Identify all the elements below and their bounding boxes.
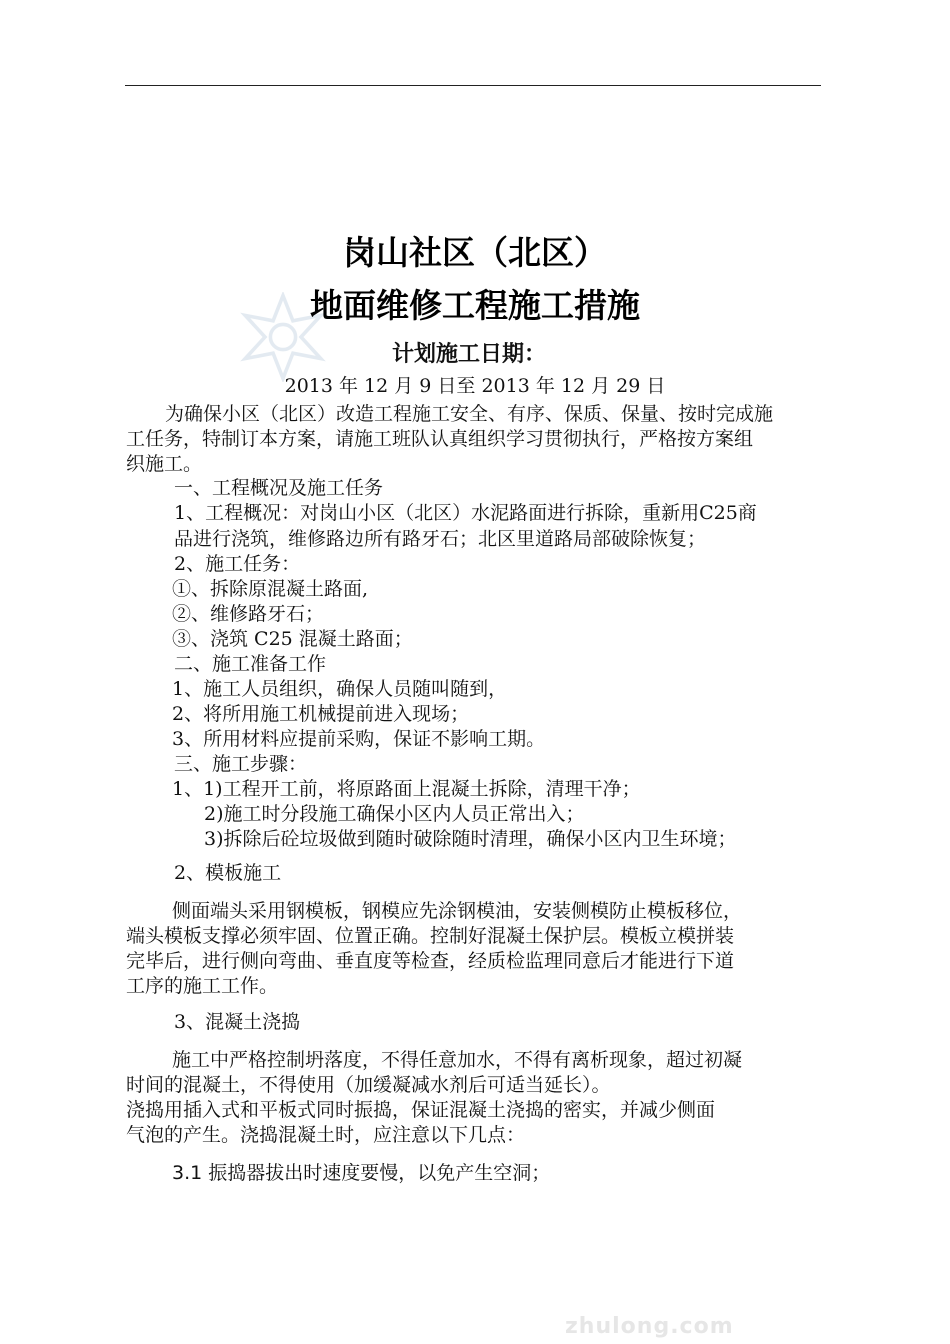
- prep-item: 2、将所用施工机械提前进入现场；: [172, 703, 470, 725]
- footer-watermark: zhulong.com: [565, 1314, 734, 1339]
- concrete-paragraph-line: 气泡的产生。浇捣混凝土时，应注意以下几点：: [126, 1124, 526, 1146]
- tasks-heading: 2、施工任务：: [174, 553, 301, 575]
- step-item: 3)拆除后砼垃圾做到随时破除随时清理，确保小区内卫生环境；: [204, 828, 737, 850]
- concrete-paragraph-line: 时间的混凝土，不得使用（加缓凝减水剂后可适当延长）。: [126, 1074, 611, 1096]
- task-item: ①、拆除原混凝土路面,: [172, 578, 369, 600]
- section-1-heading: 一、工程概况及施工任务: [174, 477, 384, 499]
- section-3-heading: 三、施工步骤：: [174, 753, 308, 775]
- date-range: 2013 年 12 月 9 日至 2013 年 12 月 29 日: [284, 375, 666, 397]
- formwork-heading: 2、模板施工: [174, 862, 282, 884]
- step-item: 1、1)工程开工前，将原路面上混凝土拆除，清理干净；: [172, 778, 641, 800]
- document-title-line2: 地面维修工程施工措施: [310, 286, 640, 325]
- point-number: 3.1: [172, 1162, 203, 1184]
- prep-item: 3、所用材料应提前采购，保证不影响工期。: [172, 728, 546, 750]
- formwork-paragraph-line: 完毕后，进行侧向弯曲、垂直度等检查，经质检监理同意后才能进行下道: [126, 950, 735, 972]
- prep-item: 1、施工人员组织，确保人员随叫随到，: [172, 678, 508, 700]
- point-text: 振捣器拔出时速度要慢，以免产生空洞；: [202, 1162, 551, 1184]
- overview-line: 品进行浇筑，维修路边所有路牙石；北区里道路局部破除恢复；: [174, 528, 707, 550]
- concrete-paragraph-line: 浇捣用插入式和平板式同时振捣，保证混凝土浇捣的密实，并减少侧面: [126, 1099, 716, 1121]
- intro-line: 工任务，特制订本方案，请施工班队认真组织学习贯彻执行，严格按方案组: [126, 428, 754, 450]
- formwork-paragraph-line: 工序的施工工作。: [126, 975, 279, 997]
- overview-line: 1、工程概况：对岗山小区（北区）水泥路面进行拆除，重新用C25商: [174, 502, 757, 524]
- intro-line: 为确保小区（北区）改造工程施工安全、有序、保质、保量、按时完成施: [165, 403, 774, 425]
- concrete-heading: 3、混凝土浇捣: [174, 1011, 301, 1033]
- step-item: 2)施工时分段施工确保小区内人员正常出入；: [204, 803, 585, 825]
- formwork-paragraph-line: 侧面端头采用钢模板，钢模应先涂钢模油，安装侧模防止模板移位，: [172, 900, 743, 922]
- schedule-heading: 计划施工日期：: [391, 342, 546, 367]
- document-title-line1: 岗山社区（北区）: [343, 233, 607, 272]
- formwork-paragraph-line: 端头模板支撑必须牢固、位置正确。控制好混凝土保护层。模板立模拼装: [126, 925, 735, 947]
- point-3-1: [172, 1160, 550, 1186]
- intro-line: 织施工。: [126, 453, 203, 475]
- concrete-paragraph-line: 施工中严格控制坍落度，不得任意加水，不得有离析现象，超过初凝: [172, 1049, 743, 1071]
- section-2-heading: 二、施工准备工作: [174, 653, 327, 675]
- header-rule: [125, 85, 821, 86]
- task-item: ③、浇筑 C25 混凝土路面；: [172, 628, 413, 650]
- task-item: ②、维修路牙石；: [172, 603, 325, 625]
